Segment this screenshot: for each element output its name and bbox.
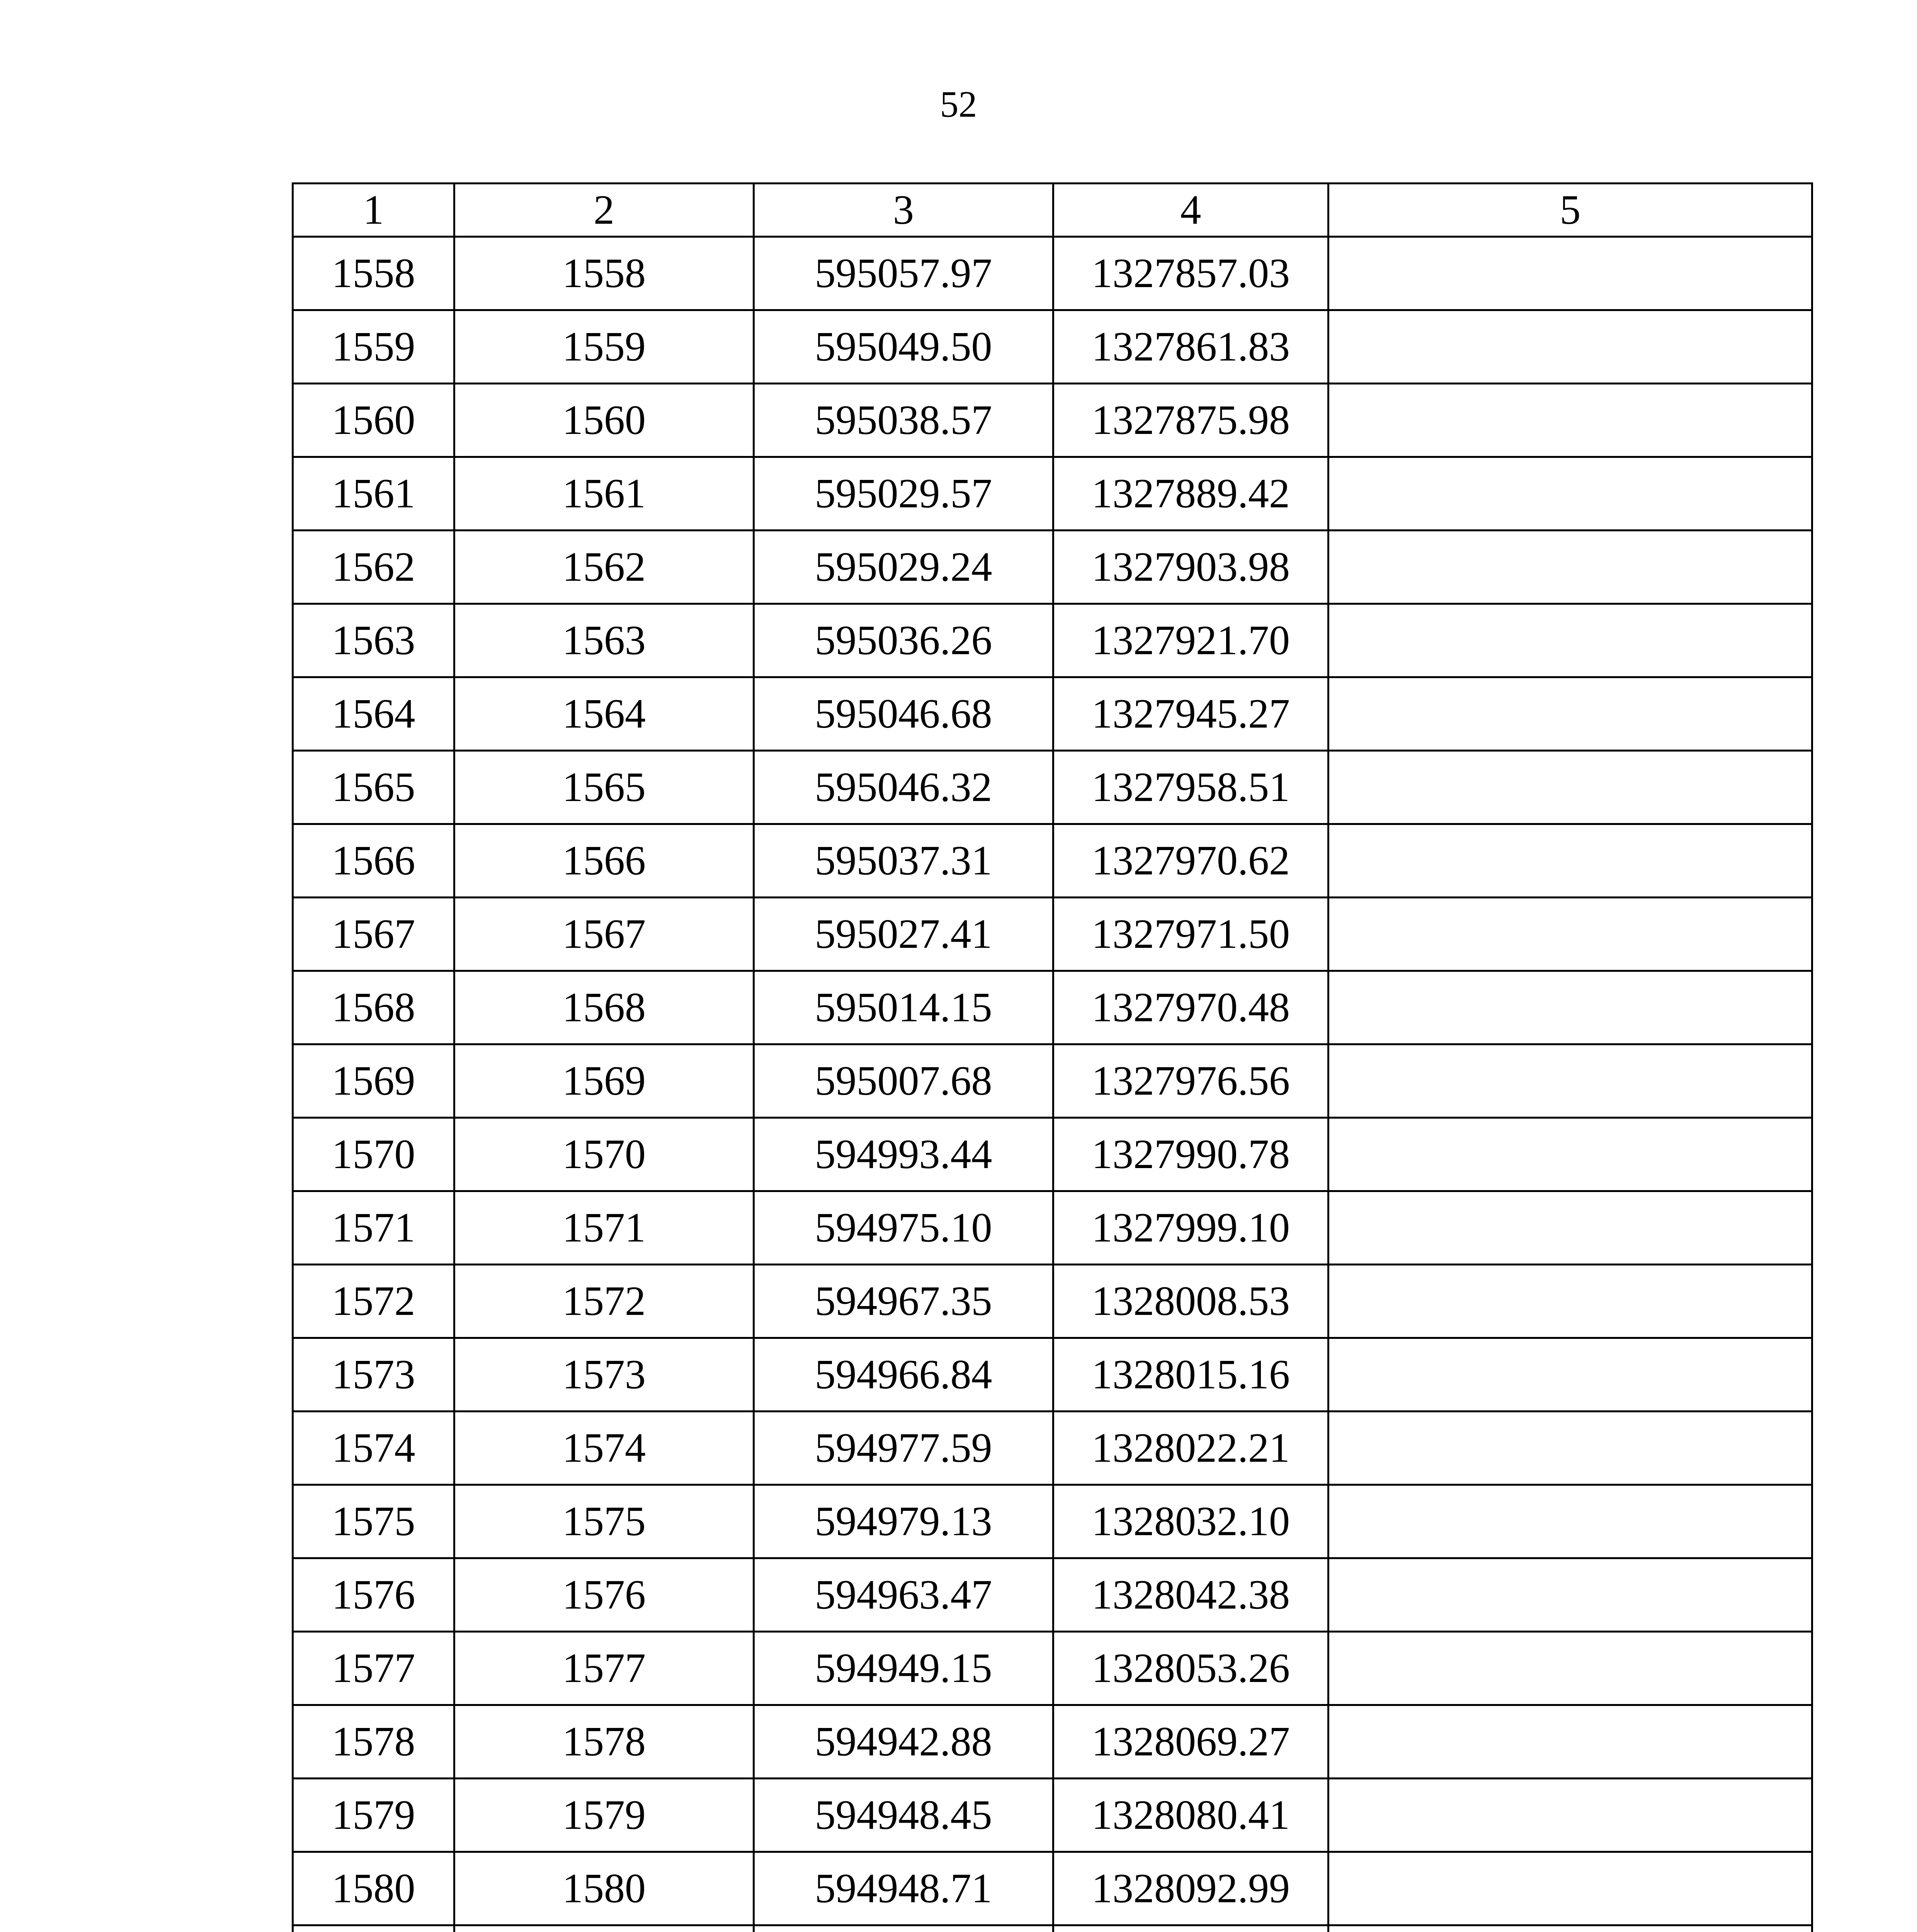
table-row [293, 1925, 1812, 1932]
cell-col-2: 1567 [454, 898, 754, 971]
cell-col-1: 1575 [293, 1485, 454, 1558]
cell-col-2: 1569 [454, 1044, 754, 1118]
cell-col-5 [1328, 1118, 1812, 1191]
cell-col-2: 1572 [454, 1265, 754, 1338]
table-row [293, 1632, 1812, 1705]
column-header-1: 1 [293, 184, 454, 237]
cell-col-2: 1559 [454, 310, 754, 384]
table-row [293, 237, 1812, 310]
cell-col-3: 595029.24 [754, 531, 1053, 604]
cell-col-1: 1565 [293, 751, 454, 824]
cell-col-4: 1327970.62 [1053, 824, 1328, 898]
cell-col-1: 1576 [293, 1558, 454, 1632]
table-header [293, 184, 1812, 237]
cell-col-4: 1328022.21 [1053, 1412, 1328, 1485]
cell-col-1: 1573 [293, 1338, 454, 1412]
cell-col-2: 1574 [454, 1412, 754, 1485]
cell-col-5 [1328, 1852, 1812, 1925]
cell-col-4 [1053, 1925, 1328, 1932]
cell-col-4: 1328053.26 [1053, 1632, 1328, 1705]
cell-col-3: 595036.26 [754, 604, 1053, 677]
cell-col-4: 1327857.03 [1053, 237, 1328, 310]
cell-col-5 [1328, 531, 1812, 604]
cell-col-5 [1328, 971, 1812, 1044]
cell-col-3: 595046.68 [754, 677, 1053, 751]
cell-col-1: 1563 [293, 604, 454, 677]
cell-col-3: 594975.10 [754, 1191, 1053, 1265]
cell-col-4: 1328069.27 [1053, 1705, 1328, 1779]
cell-col-3: 594948.45 [754, 1779, 1053, 1852]
cell-col-4: 1328032.10 [1053, 1485, 1328, 1558]
cell-col-2: 1565 [454, 751, 754, 824]
cell-col-4: 1327889.42 [1053, 457, 1328, 531]
cell-col-1: 1558 [293, 237, 454, 310]
cell-col-3: 594977.59 [754, 1412, 1053, 1485]
cell-col-3: 595057.97 [754, 237, 1053, 310]
cell-col-4: 1327990.78 [1053, 1118, 1328, 1191]
cell-col-5 [1328, 751, 1812, 824]
cell-col-4: 1328080.41 [1053, 1779, 1328, 1852]
cell-col-2: 1580 [454, 1852, 754, 1925]
cell-col-4: 1328015.16 [1053, 1338, 1328, 1412]
cell-col-2: 1576 [454, 1558, 754, 1632]
table-row [293, 1779, 1812, 1852]
cell-col-1: 1577 [293, 1632, 454, 1705]
table-body [293, 237, 1812, 1932]
table-row [293, 1558, 1812, 1632]
page-number: 52 [940, 83, 977, 125]
column-header-5: 5 [1328, 184, 1812, 237]
table-row [293, 677, 1812, 751]
table-row [293, 751, 1812, 824]
cell-col-2: 1578 [454, 1705, 754, 1779]
cell-col-2: 1571 [454, 1191, 754, 1265]
cell-col-2: 1564 [454, 677, 754, 751]
column-header-3: 3 [754, 184, 1053, 237]
cell-col-3: 594963.47 [754, 1558, 1053, 1632]
cell-col-5 [1328, 1779, 1812, 1852]
cell-col-5 [1328, 1485, 1812, 1558]
cell-col-4: 1327861.83 [1053, 310, 1328, 384]
cell-col-5 [1328, 1558, 1812, 1632]
cell-col-1 [293, 1925, 454, 1932]
cell-col-1: 1567 [293, 898, 454, 971]
cell-col-2: 1577 [454, 1632, 754, 1705]
cell-col-3: 594967.35 [754, 1265, 1053, 1338]
cell-col-4: 1327903.98 [1053, 531, 1328, 604]
cell-col-2 [454, 1925, 754, 1932]
cell-col-1: 1570 [293, 1118, 454, 1191]
cell-col-5 [1328, 310, 1812, 384]
table-row [293, 824, 1812, 898]
cell-col-5 [1328, 604, 1812, 677]
cell-col-1: 1568 [293, 971, 454, 1044]
table-row [293, 457, 1812, 531]
cell-col-3: 594979.13 [754, 1485, 1053, 1558]
table-row [293, 1044, 1812, 1118]
cell-col-3: 594993.44 [754, 1118, 1053, 1191]
cell-col-4: 1328092.99 [1053, 1852, 1328, 1925]
cell-col-1: 1579 [293, 1779, 454, 1852]
cell-col-1: 1561 [293, 457, 454, 531]
cell-col-3: 594942.88 [754, 1705, 1053, 1779]
cell-col-3 [754, 1925, 1053, 1932]
cell-col-1: 1571 [293, 1191, 454, 1265]
cell-col-3: 595027.41 [754, 898, 1053, 971]
cell-col-2: 1573 [454, 1338, 754, 1412]
cell-col-4: 1328008.53 [1053, 1265, 1328, 1338]
cell-col-5 [1328, 1705, 1812, 1779]
cell-col-3: 594949.15 [754, 1632, 1053, 1705]
cell-col-4: 1327875.98 [1053, 384, 1328, 457]
cell-col-4: 1327999.10 [1053, 1191, 1328, 1265]
cell-col-3: 595038.57 [754, 384, 1053, 457]
column-header-2: 2 [454, 184, 754, 237]
cell-col-1: 1564 [293, 677, 454, 751]
cell-col-5 [1328, 457, 1812, 531]
table-row [293, 1705, 1812, 1779]
cell-col-4: 1327976.56 [1053, 1044, 1328, 1118]
cell-col-4: 1327921.70 [1053, 604, 1328, 677]
cell-col-2: 1558 [454, 237, 754, 310]
cell-col-5 [1328, 1632, 1812, 1705]
cell-col-1: 1580 [293, 1852, 454, 1925]
cell-col-2: 1563 [454, 604, 754, 677]
cell-col-1: 1566 [293, 824, 454, 898]
cell-col-2: 1568 [454, 971, 754, 1044]
cell-col-1: 1574 [293, 1412, 454, 1485]
cell-col-5 [1328, 824, 1812, 898]
cell-col-3: 595037.31 [754, 824, 1053, 898]
table-row [293, 1191, 1812, 1265]
cell-col-5 [1328, 1412, 1812, 1485]
cell-col-3: 595029.57 [754, 457, 1053, 531]
cell-col-5 [1328, 898, 1812, 971]
table-row [293, 1852, 1812, 1925]
cell-col-1: 1572 [293, 1265, 454, 1338]
table-row [293, 1338, 1812, 1412]
table-row [293, 310, 1812, 384]
header-row [293, 184, 1812, 237]
table-row [293, 1412, 1812, 1485]
cell-col-4: 1327958.51 [1053, 751, 1328, 824]
cell-col-3: 594948.71 [754, 1852, 1053, 1925]
cell-col-1: 1578 [293, 1705, 454, 1779]
table-row [293, 531, 1812, 604]
cell-col-4: 1327971.50 [1053, 898, 1328, 971]
cell-col-5 [1328, 1925, 1812, 1932]
cell-col-3: 595007.68 [754, 1044, 1053, 1118]
cell-col-1: 1560 [293, 384, 454, 457]
table-row [293, 1485, 1812, 1558]
cell-col-3: 595046.32 [754, 751, 1053, 824]
table-row [293, 604, 1812, 677]
cell-col-5 [1328, 1191, 1812, 1265]
cell-col-3: 595049.50 [754, 310, 1053, 384]
cell-col-2: 1560 [454, 384, 754, 457]
cell-col-4: 1327970.48 [1053, 971, 1328, 1044]
table-row [293, 384, 1812, 457]
cell-col-2: 1566 [454, 824, 754, 898]
cell-col-5 [1328, 1265, 1812, 1338]
cell-col-1: 1569 [293, 1044, 454, 1118]
table-row [293, 1118, 1812, 1191]
cell-col-5 [1328, 1338, 1812, 1412]
cell-col-1: 1559 [293, 310, 454, 384]
cell-col-2: 1575 [454, 1485, 754, 1558]
cell-col-2: 1562 [454, 531, 754, 604]
cell-col-3: 595014.15 [754, 971, 1053, 1044]
column-header-4: 4 [1053, 184, 1328, 237]
cell-col-1: 1562 [293, 531, 454, 604]
cell-col-3: 594966.84 [754, 1338, 1053, 1412]
coordinates-table [292, 182, 1813, 1932]
cell-col-2: 1561 [454, 457, 754, 531]
cell-col-2: 1570 [454, 1118, 754, 1191]
table-row [293, 1265, 1812, 1338]
table-row [293, 898, 1812, 971]
cell-col-5 [1328, 1044, 1812, 1118]
cell-col-5 [1328, 677, 1812, 751]
cell-col-5 [1328, 384, 1812, 457]
cell-col-4: 1327945.27 [1053, 677, 1328, 751]
table-row [293, 971, 1812, 1044]
cell-col-2: 1579 [454, 1779, 754, 1852]
cell-col-5 [1328, 237, 1812, 310]
cell-col-4: 1328042.38 [1053, 1558, 1328, 1632]
